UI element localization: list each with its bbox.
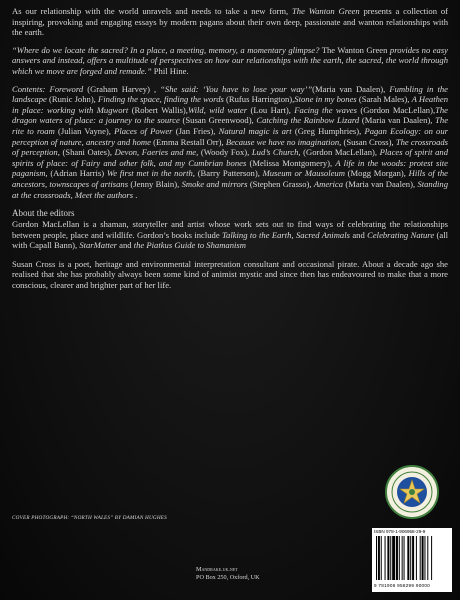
- contents-author: (Maria van Daalen),: [312, 83, 390, 94]
- contents-title: Places of Power: [114, 125, 173, 136]
- barcode-bar: [404, 536, 405, 580]
- barcode-bars-icon: [376, 536, 448, 582]
- contents-author: (Gordon MacLellan),: [356, 104, 436, 115]
- barcode-bar: [390, 536, 391, 580]
- contents-list: [12, 84, 448, 201]
- contents-title: Catching the Rainbow Lizard: [256, 115, 360, 126]
- contents-author: .: [133, 189, 138, 200]
- publisher-address: PO Box 250, Oxford, UK: [196, 574, 260, 581]
- joiner-text-2: and: [117, 240, 134, 251]
- barcode-bar: [410, 536, 411, 580]
- contents-author: (Lou Hart),: [247, 104, 295, 115]
- contents-title: A life in the woods: protest site paganism,: [12, 157, 448, 179]
- editors-text: Gordon MacLellan is a shaman, storyteller and artist whose work sets out to find ways of celebrating the relationships between people, place and wildlife. Gordon’s books include: [12, 219, 448, 240]
- contents-author: (Maria van Daalen),: [343, 178, 418, 189]
- book-title: The Wanton Green: [292, 6, 360, 16]
- contents-author: (Emma Restall Orr),: [150, 136, 226, 147]
- ean-digits: 9 781906 958299: [374, 583, 415, 588]
- barcode-bar: [402, 536, 403, 580]
- contents-title: Facing the waves: [294, 104, 357, 115]
- contents-title: Places of spirit and spirits of place: of Fairy and other folk, and my Cumbrian bones: [12, 147, 449, 168]
- contents-author: (Rufus Harrington),: [223, 94, 295, 105]
- isbn-barcode: [372, 528, 452, 592]
- book-piatkus-guide: the Piatkus Guide to Shamanism: [133, 240, 246, 251]
- contents-title: The rite to roam: [12, 115, 449, 136]
- publisher-website: Mandrake.uk.net: [196, 566, 238, 573]
- addon-digits: 90000: [415, 583, 431, 588]
- quote-author: Phil Hine.: [153, 65, 189, 76]
- contents-title: Lud’s Church,: [251, 147, 301, 158]
- contents-title: Wild, wild water: [187, 104, 248, 115]
- contents-author: (Graham Harvey) ,: [83, 83, 161, 94]
- barcode-bar: [376, 536, 377, 580]
- blurb-quote: [12, 45, 448, 77]
- barcode-bar: [399, 536, 400, 580]
- contents-author: (Sarah Males),: [356, 94, 412, 105]
- contents-title: The crossroads of perception,: [12, 136, 449, 158]
- contents-title: Meet the authors: [74, 189, 134, 200]
- contents-author: (Jenny Blain),: [128, 178, 182, 189]
- contents-title: America: [313, 178, 344, 189]
- contents-author: (Gordon MacLellan),: [300, 147, 380, 158]
- barcode-bar: [420, 536, 421, 580]
- back-cover-text: [12, 6, 448, 299]
- contents-author: (Adrian Harris): [47, 168, 107, 179]
- contents-title: Pagan Ecology: on our perception of nature, ancestry and home: [12, 125, 448, 147]
- publisher-info: [196, 566, 316, 582]
- contents-author: (Stephen Grasso),: [247, 178, 314, 189]
- contents-author: (Robert Wallis),: [128, 104, 188, 115]
- contents-author: (Maria van Daalen),: [359, 115, 436, 126]
- intro-text: As our relationship with the world unravels and needs to take a new form,: [12, 6, 289, 16]
- contents-author: (Barry Patterson),: [194, 168, 263, 179]
- contents-title: The dragon waters of place: a journey to the source: [12, 104, 448, 126]
- contents-title: Hills of the ancestors, townscapes of artisans: [12, 168, 448, 189]
- contents-title: Fumbling in the landscape: [12, 83, 448, 105]
- contents-title: Devon, Faeries and me,: [114, 147, 199, 158]
- isbn-number: ISBN 978-1-906958-29-9: [374, 529, 426, 534]
- contents-author: (Susan Cross),: [341, 136, 396, 147]
- contents-title: Contents: Foreword: [12, 83, 84, 94]
- contents-title: Museum or Mausoleum: [262, 168, 345, 179]
- contents-title: Because we have no imagination,: [225, 136, 342, 147]
- publisher-seal-icon: [384, 464, 440, 520]
- quote-text: “Where do we locate the sacred? In a place, a meeting, memory, a momentary glimpse?: [12, 44, 320, 55]
- barcode-bar: [407, 536, 409, 580]
- contents-author: (Runic John),: [46, 94, 99, 105]
- barcode-bar: [412, 536, 414, 580]
- contents-author: (Shani Oates),: [59, 147, 115, 158]
- susan-cross-paragraph: Susan Cross is a poet, heritage and environmental interpretation consultant and occasional pirate. About a decade ago she realised that she has probably always been some kind of animist mystic and since then has endeavoured to make that a more conscious, clearer and brighter part of her life.: [12, 258, 448, 291]
- contents-author: (Greg Humphries),: [291, 125, 365, 136]
- barcode-bar: [427, 536, 428, 580]
- contents-author: (Melissa Montgomery),: [246, 157, 336, 168]
- contents-author: (Mogg Morgan),: [344, 168, 409, 179]
- barcode-bar: [431, 536, 432, 580]
- contents-title: A Heathen in place: working with Mugwort: [12, 94, 448, 115]
- barcode-bar: [396, 536, 398, 580]
- barcode-bar: [422, 536, 424, 580]
- intro-text-cont: presents a collection of inspiring, provoking and engaging essays by modern pagans about their own deep, passionate and wanton relationships with the earth.: [12, 6, 448, 38]
- contents-title: Finding the space, finding the words: [98, 94, 224, 105]
- barcode-bar: [385, 536, 386, 580]
- barcode-bar: [416, 536, 417, 580]
- barcode-bar: [381, 536, 382, 580]
- quote-text-cont: provides no easy answers and instead, offers a multitude of perspectives on how our relationships with the earth, the sacred, the world through which we move are forged and remade.”: [12, 44, 448, 76]
- barcode-digits: [374, 583, 450, 588]
- contents-title: “She said: ‘You have to lose your way’”: [160, 83, 313, 94]
- contents-title: Smoke and mirrors: [181, 178, 248, 189]
- book-talking-to-the-earth: Talking to the Earth, Sacred Animals: [222, 229, 350, 240]
- barcode-bar: [392, 536, 395, 580]
- contents-author: (Jan Fries),: [172, 125, 219, 136]
- joiner-text: and: [349, 229, 368, 240]
- barcode-bar: [378, 536, 380, 580]
- publisher-note: (all with Capall Bann),: [12, 229, 448, 251]
- editors-heading: About the editors: [12, 208, 75, 219]
- book-starmatter: StarMatter: [79, 240, 118, 251]
- intro-paragraph: [12, 6, 448, 38]
- barcode-bar: [387, 536, 389, 580]
- contents-title: Natural magic is art: [218, 125, 292, 136]
- barcode-bar: [424, 536, 425, 580]
- editors-paragraph: [12, 219, 448, 251]
- cover-photo-credit: COVER PHOTOGRAPH: “NORTH WALES” BY DAMIAN HUGHES: [12, 515, 167, 521]
- contents-title: Standing at the crossroads,: [12, 178, 448, 200]
- contents-title: We first met in the north,: [106, 168, 195, 179]
- contents-author: (Julian Vayne),: [54, 125, 115, 136]
- contents-author: (Susan Greenwood),: [179, 115, 257, 126]
- quote-book-title: The Wanton Green: [321, 44, 388, 55]
- book-celebrating-nature: Celebrating Nature: [367, 229, 435, 240]
- contents-author: (Woody Fox),: [198, 147, 252, 158]
- contents-title: Stone in my bones: [294, 94, 357, 105]
